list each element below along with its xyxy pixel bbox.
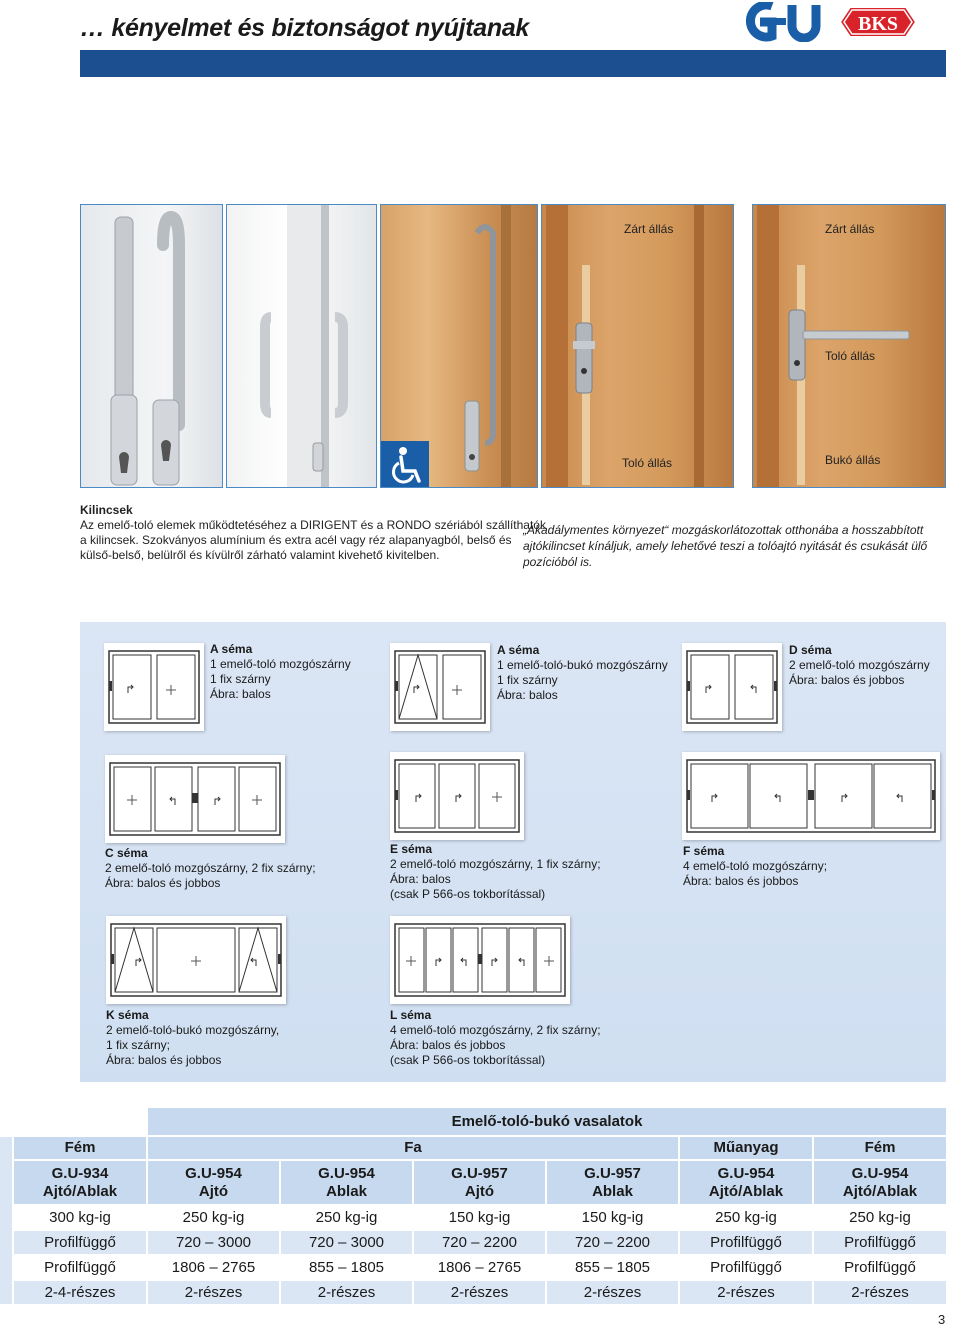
schema-c-caption: C séma 2 emelő-toló mozgószárny, 2 fix szárny; Ábra: balos és jobbos [105, 846, 316, 890]
schema-l-caption: L séma 4 emelő-toló mozgószárny, 2 fix szárny; Ábra: balos és jobbos (csak P 566-os tokborítással) [390, 1008, 601, 1067]
model-type: Ajtó [198, 1182, 229, 1200]
table-cell: 2-részes [148, 1281, 279, 1304]
table-edge-strip [0, 1137, 12, 1304]
table-cell: Profilfüggő [814, 1231, 946, 1254]
svg-text:BKS: BKS [857, 13, 899, 35]
schema-a2-caption: A séma 1 emelő-toló-bukó mozgószárny 1 fix szárny Ábra: balos [497, 643, 668, 702]
handles-text-line: a kilincsek. Szokványos alumínium és extra acél vagy réz alapanyagból, belső és [80, 533, 512, 547]
caption-closed-1: Zárt állás [624, 222, 674, 236]
model-header-cell [414, 1161, 545, 1204]
table-cell: 150 kg-ig [547, 1206, 678, 1229]
model-type: Ajtó/Ablak [708, 1182, 784, 1200]
photo-barrier-free-handle [380, 204, 538, 488]
barrier-free-text-line: „Akadálymentes környezet“ mozgáskorlátozottak otthonába a hosszabbított [523, 523, 924, 537]
schema-a2-diagram [390, 643, 490, 731]
model-header-cell [547, 1161, 678, 1204]
model-type: Ajtó/Ablak [42, 1182, 118, 1200]
table-cell: 2-részes [680, 1281, 812, 1304]
caption-slide-1: Toló állás [622, 456, 673, 470]
schema-panel [80, 622, 946, 1082]
schema-l-diagram [390, 916, 570, 1004]
table-cell: 1806 – 2765 [414, 1256, 545, 1279]
barrier-free-text-line: ajtókilincset kínáljuk, amely lehetővé teszi a tolóajtó nyitását és csukását ülő [523, 539, 928, 553]
table-cell: 2-részes [281, 1281, 412, 1304]
photo-handles [80, 204, 223, 488]
table-cell: 150 kg-ig [414, 1206, 545, 1229]
photo-handle-closed-slide [541, 204, 734, 488]
schema-e-diagram [390, 752, 524, 840]
model-name: G.U-954 [185, 1164, 242, 1182]
table-cell: Profilfüggő [14, 1256, 146, 1279]
page-title: … kényelmet és biztonságot nyújtanak [80, 14, 530, 42]
handles-text-line: külső-belső, belülről és kívülről zárható valamint kivehető kivitelben. [80, 548, 440, 562]
table-cell: Profilfüggő [14, 1231, 146, 1254]
model-name: G.U-957 [451, 1164, 508, 1182]
table-cell: 250 kg-ig [680, 1206, 812, 1229]
model-name: G.U-954 [318, 1164, 375, 1182]
table-cell: Profilfüggő [680, 1231, 812, 1254]
bks-logo [836, 4, 920, 40]
model-header-cell [814, 1161, 946, 1204]
caption-tilt: Bukó állás [825, 453, 881, 467]
group-header-metal-2: Fém [814, 1137, 946, 1159]
schema-k-caption: K séma 2 emelő-toló-bukó mozgószárny, 1 fix szárny; Ábra: balos és jobbos [106, 1008, 280, 1067]
schema-d-diagram [682, 643, 782, 731]
table-cell: 2-részes [547, 1281, 678, 1304]
schema-a1-caption: A séma 1 emelő-toló mozgószárny 1 fix szárny Ábra: balos [210, 642, 351, 701]
photo-white-window [226, 204, 377, 488]
model-header-cell [14, 1161, 146, 1204]
model-type: Ajtó/Ablak [842, 1182, 918, 1200]
table-cell: 250 kg-ig [814, 1206, 946, 1229]
group-header-plastic: Műanyag [680, 1137, 812, 1159]
table-cell: 2-részes [414, 1281, 545, 1304]
model-name: G.U-954 [717, 1164, 775, 1182]
handles-text-line: Az emelő-toló elemek működtetéséhez a DIRIGENT és a RONDO szériából szállíthatók [80, 518, 546, 532]
model-name: G.U-954 [851, 1164, 909, 1182]
wheelchair-badge [381, 441, 429, 488]
table-cell: Profilfüggő [814, 1256, 946, 1279]
model-name: G.U-957 [584, 1164, 641, 1182]
table-cell: Profilfüggő [680, 1256, 812, 1279]
table-cell: 855 – 1805 [281, 1256, 412, 1279]
model-type: Ajtó [464, 1182, 495, 1200]
group-header-wood: Fa [148, 1137, 678, 1159]
schema-k-diagram [106, 916, 286, 1004]
schema-d-caption: D séma 2 emelő-toló mozgószárny Ábra: balos és jobbos [789, 643, 930, 687]
photo-handle-closed-tilt [752, 204, 946, 488]
barrier-free-description [523, 522, 928, 570]
table-cell: 720 – 3000 [148, 1231, 279, 1254]
model-header-cell [281, 1161, 412, 1204]
schema-e-caption: E séma 2 emelő-toló mozgószárny, 1 fix szárny; Ábra: balos (csak P 566-os tokborítással) [390, 842, 601, 901]
table-cell: 720 – 2200 [414, 1231, 545, 1254]
model-type: Ablak [592, 1182, 633, 1200]
model-header-cell [680, 1161, 812, 1204]
table-cell: 1806 – 2765 [148, 1256, 279, 1279]
handles-description [80, 503, 546, 563]
header-bar [80, 50, 946, 77]
model-type: Ablak [326, 1182, 367, 1200]
handles-heading: Kilincsek [80, 503, 133, 517]
table-cell: 855 – 1805 [547, 1256, 678, 1279]
table-title: Emelő-toló-bukó vasalatok [148, 1108, 946, 1135]
gu-logo [742, 2, 822, 42]
wheelchair-icon [381, 441, 429, 488]
group-header-metal: Fém [14, 1137, 146, 1159]
table-cell: 250 kg-ig [281, 1206, 412, 1229]
schema-a1-diagram [104, 643, 204, 731]
schema-f-caption: F séma 4 emelő-toló mozgószárny; Ábra: balos és jobbos [683, 844, 828, 888]
model-name: G.U-934 [51, 1164, 109, 1182]
model-header-cell [148, 1161, 279, 1204]
table-cell: 250 kg-ig [148, 1206, 279, 1229]
table-cell: 2-részes [814, 1281, 946, 1304]
schema-f-diagram [682, 752, 940, 840]
schema-c-diagram [105, 755, 285, 843]
table-cell: 2-4-részes [14, 1281, 146, 1304]
barrier-free-text-line: pozícióból is. [523, 555, 593, 569]
table-cell: 720 – 2200 [547, 1231, 678, 1254]
table-cell: 300 kg-ig [14, 1206, 146, 1229]
caption-slide-2: Toló állás [825, 349, 876, 363]
caption-closed-2: Zárt állás [825, 222, 875, 236]
table-cell: 720 – 3000 [281, 1231, 412, 1254]
page-number: 3 [938, 1312, 946, 1327]
